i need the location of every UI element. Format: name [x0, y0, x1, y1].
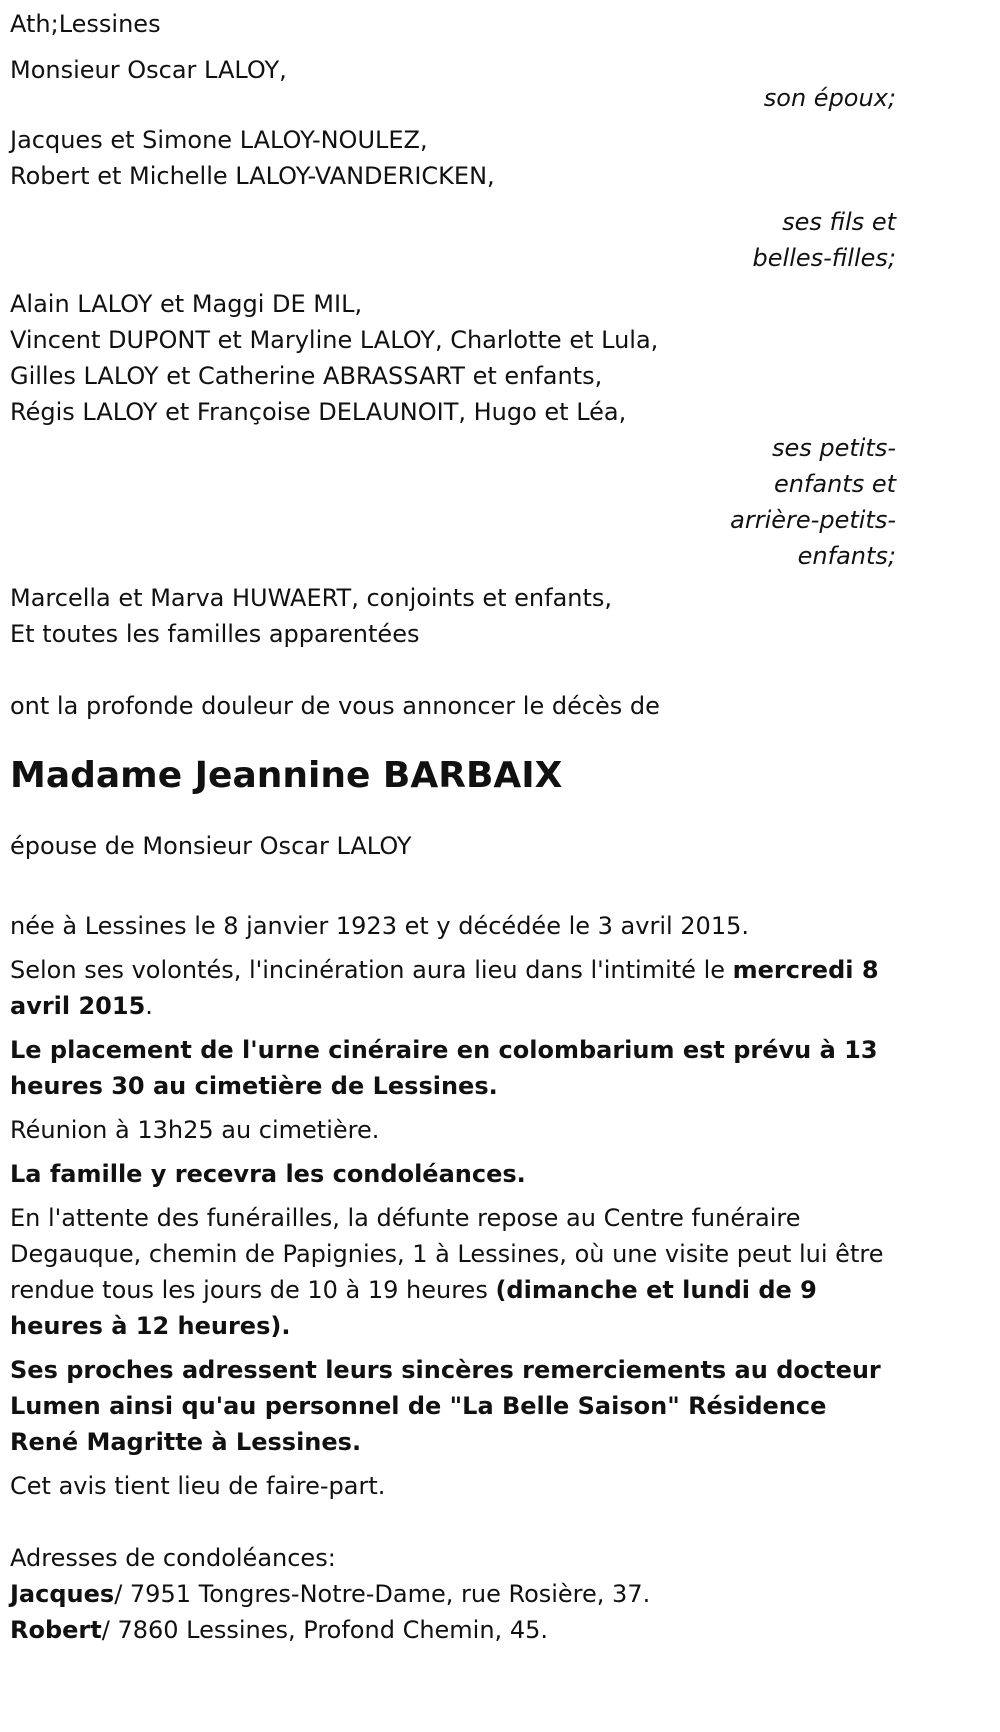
children-group: [10, 122, 890, 194]
grandchildren-line: Vincent DUPONT et Maryline LALOY, Charlotte et Lula,: [10, 326, 659, 354]
place-line: Ath;Lessines: [10, 10, 161, 38]
obituary-content: [10, 6, 896, 1648]
spouse-name: Monsieur Oscar LALOY,: [10, 56, 287, 84]
deceased-name: Madame Jeannine BARBAIX: [10, 755, 563, 796]
spouse-relation: son époux;: [763, 84, 896, 112]
addresses-section: [10, 1540, 890, 1648]
grandchildren-line: Régis LALOY et Françoise DELAUNOIT, Hugo et Léa,: [10, 398, 627, 426]
grandchildren-group: [10, 286, 890, 430]
incineration-date: mercredi 8 avril 2015: [10, 956, 879, 1020]
others-line: Et toutes les familles apparentées: [10, 620, 420, 648]
grandchildren-line: Gilles LALOY et Catherine ABRASSART et enfants,: [10, 362, 603, 390]
birth-death-line: née à Lessines le 8 janvier 1923 et y décédée le 3 avril 2015.: [10, 912, 749, 940]
urn-placement-paragraph: Le placement de l'urne cinéraire en colombarium est prévu à 13 heures 30 au cimetière de Lessines.: [10, 1036, 878, 1100]
address-name: Robert: [10, 1616, 102, 1644]
grandchildren-relation: ses petits-enfants et arrière-petits-enfants;: [730, 434, 896, 570]
children-line: Jacques et Simone LALOY-NOULEZ,: [10, 126, 428, 154]
incineration-paragraph: [10, 952, 890, 1024]
deceased-spouse-line: épouse de Monsieur Oscar LALOY: [10, 832, 412, 860]
visit-paragraph: [10, 1200, 890, 1344]
condolences-note: La famille y recevra les condoléances.: [10, 1160, 526, 1188]
address-name: Jacques: [10, 1580, 115, 1608]
addresses-heading: Adresses de condoléances:: [10, 1544, 336, 1572]
children-relation: ses fils et belles-filles;: [752, 208, 896, 272]
visit-text: En l'attente des funérailles, la défunte repose au Centre funéraire Degauque, chemin de Papignies, 1 à Lessines, où une visite peut lui être rendue tous les jours de 10 à 19 heures: [10, 1204, 884, 1304]
children-line: Robert et Michelle LALOY-VANDERICKEN,: [10, 162, 495, 190]
address-detail: / 7951 Tongres-Notre-Dame, rue Rosière, 37.: [114, 1580, 651, 1608]
thanks-paragraph: Ses proches adressent leurs sincères remerciements au docteur Lumen ainsi qu'au personnel de "La Belle Saison" Résidence René Magritte à Lessines.: [10, 1356, 881, 1456]
announcement-line: ont la profonde douleur de vous annoncer le décès de: [10, 692, 660, 720]
others-group: [10, 580, 890, 652]
address-detail: / 7860 Lessines, Profond Chemin, 45.: [101, 1616, 548, 1644]
meeting-line: Réunion à 13h25 au cimetière.: [10, 1116, 380, 1144]
address-entry: [10, 1576, 890, 1612]
address-entry: [10, 1612, 890, 1648]
incineration-end: .: [145, 992, 153, 1020]
grandchildren-line: Alain LALOY et Maggi DE MIL,: [10, 290, 363, 318]
visit-hours-bold: (dimanche et lundi de 9 heures à 12 heures).: [10, 1276, 817, 1340]
notice-line: Cet avis tient lieu de faire-part.: [10, 1472, 386, 1500]
others-line: Marcella et Marva HUWAERT, conjoints et enfants,: [10, 584, 613, 612]
incineration-text: Selon ses volontés, l'incinération aura lieu dans l'intimité le: [10, 956, 733, 984]
